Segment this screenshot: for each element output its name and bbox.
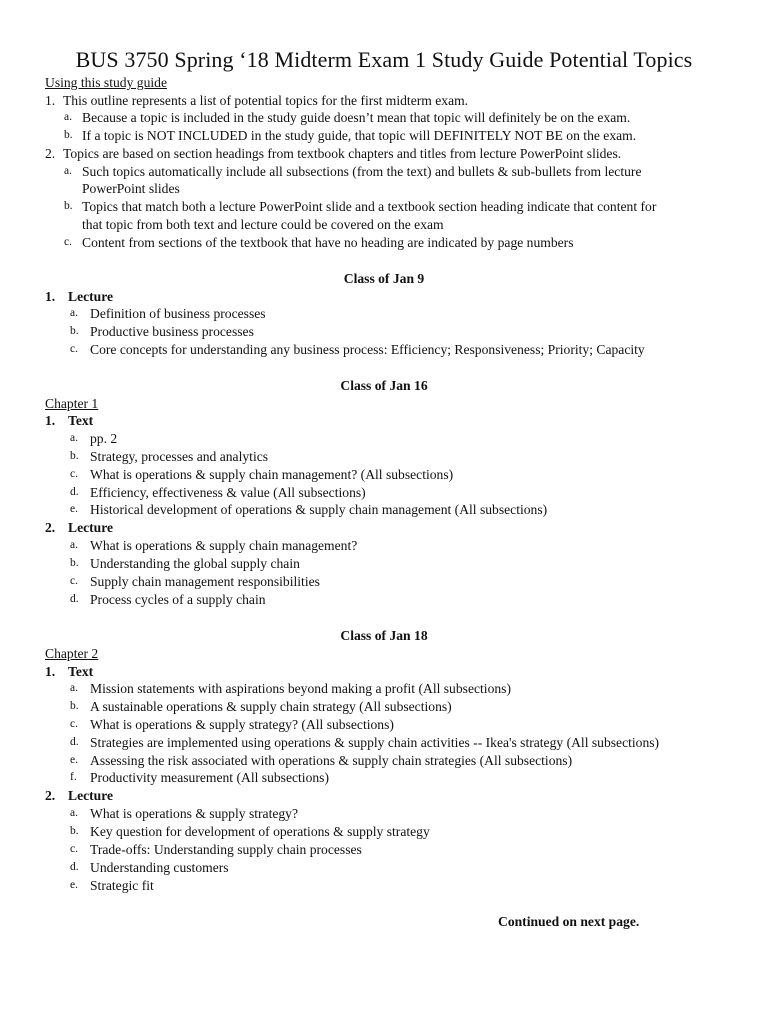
section-heading-jan16: Class of Jan 16 [340, 378, 428, 393]
lecture-number: 2. [45, 788, 56, 803]
list-item-letter: e. [70, 503, 78, 515]
list-item-letter: b. [70, 825, 79, 837]
list-item-letter: f. [70, 771, 77, 783]
intro-item-number: 2. [45, 146, 56, 161]
intro-sub-letter: b. [64, 200, 73, 212]
intro-heading: Using this study guide [45, 75, 167, 90]
list-item-letter: c. [70, 843, 78, 855]
continued-note: Continued on next page. [498, 914, 640, 929]
intro-sub-letter: a. [64, 111, 72, 123]
lecture-label: Lecture [68, 289, 114, 304]
list-item-letter: a. [70, 807, 78, 819]
list-item: Supply chain management responsibilities [90, 574, 320, 589]
lecture-number: 1. [45, 289, 56, 304]
intro-sub-letter: a. [64, 165, 72, 177]
list-item-letter: a. [70, 682, 78, 694]
list-item-letter: b. [70, 325, 79, 337]
list-item-letter: c. [70, 468, 78, 480]
list-item: Understanding customers [90, 860, 229, 875]
list-item-letter: c. [70, 718, 78, 730]
lecture-label: Lecture [68, 788, 114, 803]
list-item-letter: c. [70, 343, 78, 355]
list-item: Understanding the global supply chain [90, 556, 300, 571]
section-heading-jan9: Class of Jan 9 [343, 271, 425, 286]
text-number: 1. [45, 664, 56, 679]
section-heading-jan18: Class of Jan 18 [340, 628, 428, 643]
list-item-letter: c. [70, 575, 78, 587]
list-item-letter: b. [70, 700, 79, 712]
text-label: Text [68, 413, 94, 428]
list-item-letter: b. [70, 557, 79, 569]
list-item-letter: e. [70, 879, 78, 891]
list-item-letter: b. [70, 450, 79, 462]
intro-item-number: 1. [45, 93, 56, 108]
list-item-letter: a. [70, 307, 78, 319]
list-item: Trade-offs: Understanding supply chain processes [90, 842, 362, 857]
list-item: Core concepts for understanding any business process: Efficiency; Responsiveness; Priority; Capacity [90, 342, 645, 357]
list-item: What is operations & supply strategy? (All subsections) [90, 717, 394, 732]
list-item-letter: a. [70, 539, 78, 551]
text-number: 1. [45, 413, 56, 428]
intro-item-text: Topics are based on section headings from textbook chapters and titles from lecture PowerPoint slides. [63, 146, 622, 161]
list-item: Historical development of operations & supply chain management (All subsections) [90, 502, 548, 517]
list-item: Key question for development of operations & supply strategy [90, 824, 430, 839]
list-item-letter: a. [70, 432, 78, 444]
list-item-letter: d. [70, 593, 79, 605]
intro-sub-letter: c. [64, 236, 72, 248]
list-item: Productivity measurement (All subsections) [90, 770, 329, 785]
list-item: Strategic fit [90, 878, 154, 893]
list-item: Efficiency, effectiveness & value (All subsections) [90, 485, 366, 500]
list-item: Definition of business processes [90, 306, 266, 321]
intro-sub-text: Content from sections of the textbook that have no heading are indicated by page numbers [82, 235, 574, 250]
list-item: Strategy, processes and analytics [90, 449, 269, 464]
chapter-heading: Chapter 1 [45, 396, 99, 411]
intro-sub-text: Because a topic is included in the study guide doesn’t mean that topic will definitely be on the exam. [82, 110, 631, 125]
list-item: What is operations & supply chain management? [90, 538, 358, 553]
intro-sub-text-continued: that topic from both text and lecture could be covered on the exam [82, 217, 444, 232]
intro-item-text: This outline represents a list of potential topics for the first midterm exam. [63, 93, 469, 108]
lecture-label: Lecture [68, 520, 114, 535]
list-item: Assessing the risk associated with operations & supply chain strategies (All subsections) [90, 753, 573, 768]
intro-sub-letter: b. [64, 129, 73, 141]
list-item: pp. 2 [90, 431, 118, 446]
intro-sub-text: Topics that match both a lecture PowerPoint slide and a textbook section heading indicate that content for [82, 199, 657, 214]
chapter-heading: Chapter 2 [45, 646, 99, 661]
list-item: What is operations & supply strategy? [90, 806, 299, 821]
intro-sub-text: Such topics automatically include all subsections (from the text) and bullets & sub-bullets from lecture [82, 164, 642, 179]
list-item-letter: d. [70, 861, 79, 873]
list-item-letter: d. [70, 736, 79, 748]
list-item-letter: d. [70, 486, 79, 498]
list-item: Productive business processes [90, 324, 254, 339]
list-item: What is operations & supply chain management? (All subsections) [90, 467, 454, 482]
text-label: Text [68, 664, 94, 679]
page-title: BUS 3750 Spring ‘18 Midterm Exam 1 Study Guide Potential Topics [75, 47, 693, 72]
list-item: Mission statements with aspirations beyond making a profit (All subsections) [90, 681, 511, 696]
list-item-letter: e. [70, 754, 78, 766]
intro-sub-text-continued: PowerPoint slides [82, 181, 180, 196]
list-item: A sustainable operations & supply chain strategy (All subsections) [90, 699, 452, 714]
intro-sub-text: If a topic is NOT INCLUDED in the study guide, that topic will DEFINITELY NOT BE on the exam. [82, 128, 637, 143]
list-item: Strategies are implemented using operations & supply chain activities -- Ikea's strategy (All subsections) [90, 735, 660, 750]
list-item: Process cycles of a supply chain [90, 592, 266, 607]
lecture-number: 2. [45, 520, 56, 535]
